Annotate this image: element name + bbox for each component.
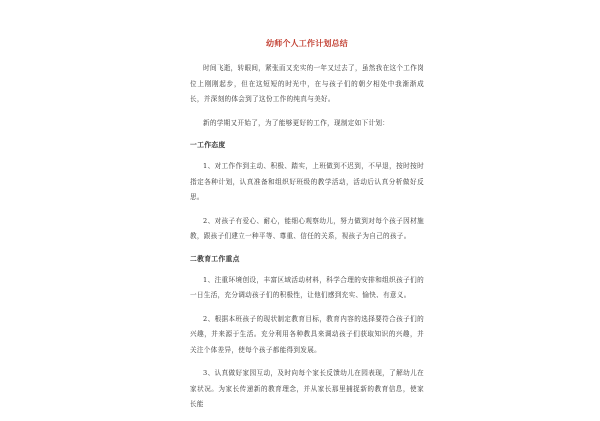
intro-paragraph: 时间飞逝，转眼间，紧张而又充实的一年又过去了，虽然我在这个工作岗位上刚刚起步，但在这短短的时光中，在与孩子们的朝夕相处中我渐渐成长，并深刻的体会到了这份工作的纯真与美好。 [190, 64, 424, 103]
attitude-item-1: 1、对工作作到主动、积极、踏实，上班做到不迟到，不早退，按时按时指定各种计划，认真准备和组织好班级的教学活动，活动后认真分析做好反思。 [190, 162, 424, 201]
teaching-item-2: 2、根据本班孩子的现状制定教育目标，教育内容的选择要符合孩子们的兴趣，并来源于生活。充分利用各种教具来调动孩子们获取知识的兴趣，并关注个体差异，使每个孩子都能得到发展。 [190, 314, 424, 354]
plan-intro-paragraph: 新的学期又开始了，为了能够更好的工作，现制定如下计划： [203, 118, 390, 127]
section-heading-teaching-focus: 二教育工作重点 [190, 254, 240, 263]
document-body [190, 37, 424, 421]
document-title: 幼师个人工作计划总结 [266, 38, 348, 48]
attitude-item-2: 2、对孩子有爱心、耐心，能细心观察幼儿，努力做到对每个孩子因材施教，跟孩子们建立一种平等、尊重、信任的关系，视孩子为自己的孩子。 [190, 216, 424, 240]
teaching-item-1: 1、注重环境创设，丰富区域活动材料，科学合理的安排和组织孩子们的一日生活，充分调动孩子们的积极性，让他们感到充实、愉快、有意义。 [190, 275, 424, 299]
teaching-item-3: 3、认真做好家园互动，及时向每个家长反馈幼儿在园表现，了解幼儿在家状况。为家长传递新的教育理念，并从家长那里捕捉新的教育信息，使家长能 [190, 369, 424, 408]
section-heading-work-attitude: 一工作态度 [190, 141, 226, 149]
